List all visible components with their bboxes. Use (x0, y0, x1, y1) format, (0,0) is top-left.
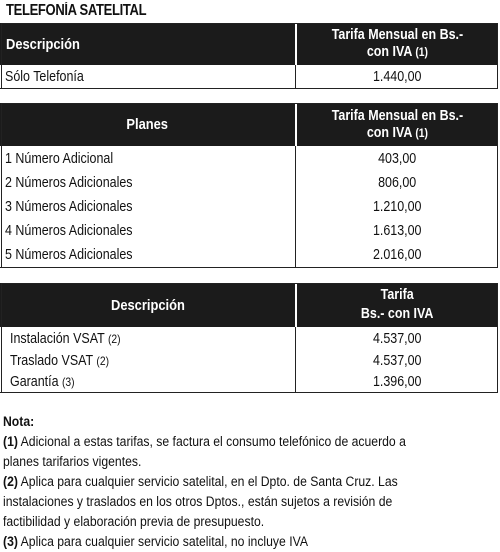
page-title: TELEFONÍA SATELITAL (6, 2, 147, 19)
note-text: instalaciones y traslados en los otros Dptos., están sujetos a revisión de (3, 494, 393, 510)
header-rate-line1: Tarifa Mensual en Bs.- (331, 107, 463, 124)
note-text: Adicional a estas tarifas, se factura el consumo telefónico de acuerdo a (20, 434, 406, 450)
note-2 (3, 472, 450, 492)
row-label: 5 Números Adicionales (5, 247, 133, 263)
row-value: 403,00 (377, 150, 417, 167)
table-row (0, 327, 497, 350)
note-1 (3, 432, 450, 452)
row-label: Sólo Telefonía (5, 68, 84, 85)
table-row (0, 65, 497, 89)
note-ref: (3) (3, 534, 18, 550)
row-value: 1.396,00 (372, 373, 422, 390)
row-ref: (2) (107, 331, 121, 346)
table-row (0, 219, 497, 243)
notes-heading: Nota: (3, 414, 35, 430)
note-ref: (2) (3, 474, 18, 490)
row-value: 806,00 (377, 175, 417, 191)
header-description: Descripción (6, 35, 80, 53)
note-text: Aplica para cualquier servicio satelital, no incluye IVA (20, 534, 308, 550)
header-rate-line2: con IVA (366, 44, 412, 60)
table-header (0, 103, 497, 146)
header-rate-ref: (1) (414, 45, 428, 59)
header-rate-line2: Bs.- con IVA (360, 306, 434, 322)
row-label: 4 Números Adicionales (5, 223, 133, 239)
row-label: Instalación VSAT (10, 330, 105, 347)
table-row (0, 371, 497, 393)
header-description: Descripción (110, 296, 185, 314)
header-plans: Planes (126, 116, 169, 133)
note-text: Aplica para cualquier servicio satelital, en el Dpto. de Santa Cruz. Las (20, 474, 398, 490)
table-row (0, 350, 497, 371)
row-value: 2.016,00 (372, 247, 422, 263)
row-label: Garantía (10, 373, 59, 390)
row-value: 4.537,00 (372, 330, 422, 347)
row-label: 3 Números Adicionales (5, 199, 133, 215)
note-3 (3, 532, 450, 552)
row-label: 1 Número Adicional (5, 150, 114, 167)
table-header (0, 23, 497, 65)
row-value: 1.440,00 (372, 68, 422, 85)
table-row (0, 243, 497, 268)
row-value: 1.210,00 (372, 199, 422, 215)
row-ref: (3) (61, 374, 75, 389)
row-value: 4.537,00 (372, 352, 422, 369)
row-label: 2 Números Adicionales (5, 175, 133, 191)
note-ref: (1) (3, 434, 18, 450)
row-label: Traslado VSAT (10, 352, 93, 369)
note-text: planes tarifarios vigentes. (3, 454, 142, 470)
notes (3, 412, 500, 552)
header-rate-ref: (1) (414, 125, 428, 140)
row-value: 1.613,00 (372, 223, 422, 239)
note-text: factibilidad y elaboración previa de presupuesto. (3, 514, 265, 530)
table-row (0, 146, 497, 171)
header-rate-line2: con IVA (366, 124, 412, 141)
table-row (0, 171, 497, 195)
table-header (0, 283, 497, 327)
table-row (0, 195, 497, 219)
header-rate-line1: Tarifa (380, 287, 414, 303)
header-rate-line1: Tarifa Mensual en Bs.- (331, 27, 463, 43)
row-ref: (2) (96, 353, 110, 368)
